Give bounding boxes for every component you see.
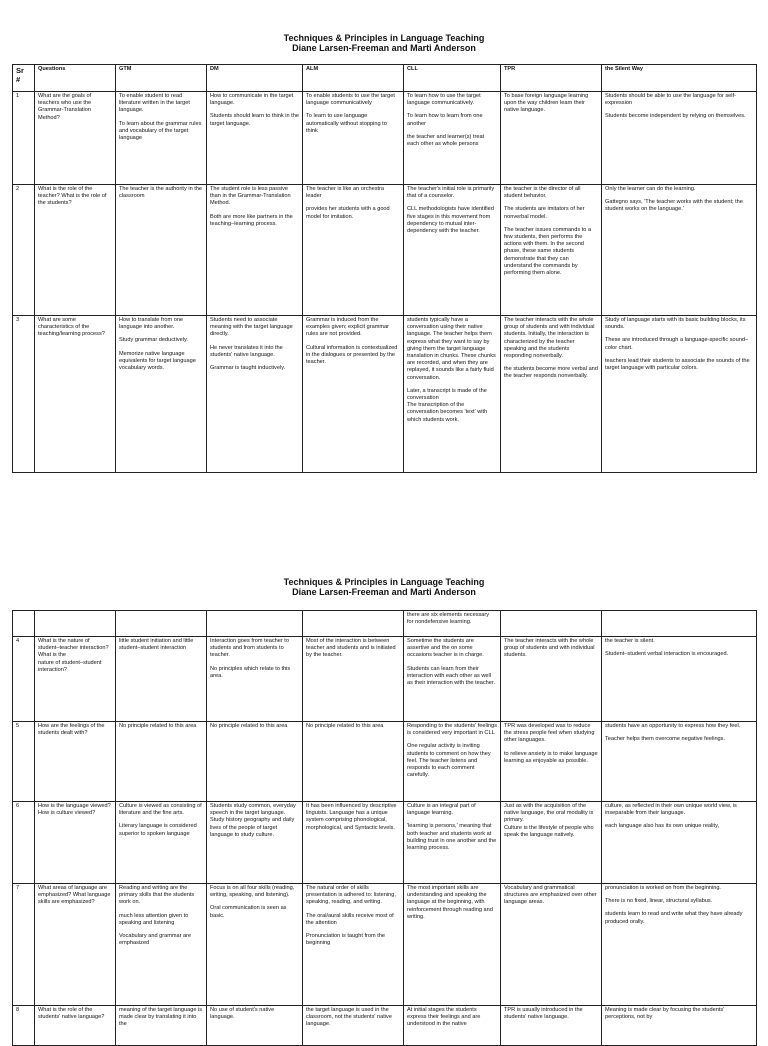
cell-text: No use of student's native language.	[210, 1007, 275, 1021]
cell-text: The teacher's initial role is primarily that of a counselor.	[407, 186, 495, 200]
method-cell	[404, 316, 501, 473]
row-number: 4	[13, 637, 35, 722]
cell-text: Students become independent by relying on themselves.	[605, 113, 746, 120]
method-cell	[303, 637, 404, 722]
cell-text: The teacher issues commands to a few students, then performs the actions with them. In the second phase, these same students demonstrate that they can understand the commands by performing them alone.	[504, 226, 592, 277]
method-cell	[303, 92, 404, 185]
cell-text: To base foreign language learning upon the way children learn their native language.	[504, 93, 589, 114]
table-row	[13, 316, 757, 473]
method-cell	[501, 1006, 602, 1046]
method-cell	[303, 611, 404, 637]
cell-text: CLL methodologists have identified five stages in this movement from dependency to mutual inter-dependency with the teacher.	[407, 206, 494, 235]
method-cell	[303, 185, 404, 316]
method-cell	[602, 802, 757, 884]
row-number: 6	[13, 802, 35, 884]
page-2	[0, 570, 768, 1028]
cell-text: there are six elements necessary for nondefensive learning.	[407, 612, 490, 626]
cell-text: What are the goals of teachers who use the Grammar-Translation Method?	[38, 93, 92, 121]
cell-text: Grammar is taught inductively.	[210, 365, 286, 372]
row-number: 1	[13, 92, 35, 185]
cell-text: How to communicate in the target language.	[210, 93, 294, 107]
method-cell	[116, 92, 207, 185]
cell-text: the teacher is silent.	[605, 638, 655, 644]
method-cell	[501, 92, 602, 185]
method-cell	[602, 1006, 757, 1046]
cell-text: teachers lead their students to associate the sounds of the target language with particular colors.	[605, 357, 750, 372]
method-cell	[404, 884, 501, 1006]
method-cell	[404, 722, 501, 802]
method-cell	[602, 611, 757, 637]
cell-text: provides her students with a good model for imitation.	[306, 206, 390, 220]
method-cell	[116, 884, 207, 1006]
method-cell	[602, 884, 757, 1006]
method-cell	[303, 722, 404, 802]
cell-text: To learn how to use the target language communicatively.	[407, 93, 481, 107]
cell-text: Sometime the students are assertive and the on some occasions teacher is in charge.	[407, 638, 484, 659]
method-cell	[501, 802, 602, 884]
method-cell	[207, 884, 303, 1006]
row-number: 3	[13, 316, 35, 473]
method-cell	[602, 316, 757, 473]
method-cell	[207, 611, 303, 637]
cell-text: The teacher is like an orchestra leader	[306, 186, 385, 200]
table-row	[13, 185, 757, 316]
cell-text: Meaning is made clear by focusing the students' perceptions, not by	[605, 1007, 725, 1021]
comparison-table-page-2	[12, 610, 757, 1046]
cell-text: pronunciation is worked on from the beginning.	[605, 885, 721, 891]
cell-text: To enable student to read literature written in the target language.	[119, 93, 190, 114]
cell-text: Most of the interaction is between teacher and students and is initiated by the teacher.	[306, 638, 396, 659]
method-cell	[501, 637, 602, 722]
cell-text: What are some characteristics of the teaching/learning process?	[38, 317, 105, 338]
question-cell	[35, 637, 116, 722]
table-row	[13, 637, 757, 722]
cell-text: Vocabulary and grammatical structures are emphasized over other language areas.	[504, 885, 597, 906]
cell-text: Responding to the students' feelings is considered very important in CLL	[407, 723, 498, 737]
cell-text: each language also has its own unique reality,	[605, 823, 720, 830]
table-row	[13, 1006, 757, 1046]
cell-text: Literary language is considered superior to spoken language	[119, 823, 197, 837]
method-cell	[501, 185, 602, 316]
cell-text: The most important skills are understanding and speaking the language at the beginning, with reinforcement through reading and writing.	[407, 885, 493, 920]
method-cell	[303, 802, 404, 884]
row-number	[13, 611, 35, 637]
cell-text: students learn to read and write what they have already produced orally.	[605, 911, 743, 925]
cell-text: Pronunciation is taught from the beginning	[306, 933, 385, 947]
method-cell	[116, 722, 207, 802]
method-cell	[602, 637, 757, 722]
method-cell	[303, 884, 404, 1006]
document-title-repeat: Techniques & Principles in Language Teaching	[283, 577, 485, 587]
method-cell	[404, 1006, 501, 1046]
column-header-dm: DM	[207, 65, 303, 92]
document-authors: Diane Larsen-Freeman and Marti Anderson	[292, 43, 476, 53]
table-row	[13, 884, 757, 1006]
cell-text: How are the feelings of the students dealt with?	[38, 723, 105, 737]
method-cell	[207, 185, 303, 316]
cell-text: Students should learn to think in the target language.	[210, 113, 299, 127]
method-cell	[404, 637, 501, 722]
cell-text: These are introduced through a language-specific sound–color chart.	[605, 337, 749, 351]
cell-text: No principles which relate to this area.	[210, 665, 291, 679]
column-header-sr: Sr #	[13, 65, 35, 92]
method-cell	[116, 611, 207, 637]
document-authors-repeat: Diane Larsen-Freeman and Marti Anderson	[292, 587, 476, 597]
row-number: 8	[13, 1006, 35, 1046]
method-cell	[116, 1006, 207, 1046]
row-number: 7	[13, 884, 35, 1006]
column-header-cll: CLL	[404, 65, 501, 92]
method-cell	[501, 884, 602, 1006]
cell-text: One regular activity is inviting students to comment on how they feel. The teacher listens and responds to each comment carefully.	[407, 743, 491, 779]
cell-text: Gattegno says, 'The teacher works with the student; the student works on the language.'	[605, 199, 743, 213]
question-cell	[35, 185, 116, 316]
document-title: Techniques & Principles in Language Teaching	[283, 33, 485, 43]
method-cell	[116, 637, 207, 722]
method-cell	[501, 316, 602, 473]
method-cell	[207, 802, 303, 884]
method-cell	[303, 1006, 404, 1046]
cell-text: It has been influenced by descriptive linguists. Language has a unique system comprising phonological, morphological, and Syntactic levels.	[306, 803, 397, 831]
column-header-alm: ALM	[303, 65, 404, 92]
cell-text: The student role is less passive than in the Grammar-Translation Method.	[210, 186, 291, 207]
method-cell	[501, 722, 602, 802]
page-2-header	[0, 577, 768, 597]
cell-text: The teacher interacts with the whole group of students and with individual students.	[504, 638, 595, 659]
table-row	[13, 722, 757, 802]
question-cell	[35, 884, 116, 1006]
cell-text: TPR was developed was to reduce the stress people feel when studying other languages.	[504, 723, 595, 744]
cell-text: What is the role of the students' native language?	[38, 1007, 105, 1021]
cell-text: He never translates it into the students' native language.	[210, 344, 283, 358]
cell-text: much less attention given to speaking and listening	[119, 912, 189, 926]
method-cell	[207, 92, 303, 185]
cell-text: Reading and writing are the primary skills that the students work on.	[119, 885, 195, 906]
question-cell	[35, 722, 116, 802]
cell-text: Oral communication is seen as basic.	[210, 905, 287, 919]
cell-text: Interaction goes from teacher to students and from students to teacher.	[210, 638, 289, 659]
method-cell	[207, 722, 303, 802]
cell-text: The students are imitators of her nonverbal model.	[504, 206, 585, 220]
cell-text: What areas of language are emphasized? What language skills are emphasized?	[38, 885, 111, 906]
table-header-row	[13, 65, 757, 92]
cell-text: meaning of the target language is made clear by translating it into the	[119, 1007, 203, 1028]
cell-text: the target language is used in the classroom, not the students' native language.	[306, 1007, 392, 1028]
column-header-tpr: TPR	[501, 65, 602, 92]
cell-text: No principle related to this area	[210, 723, 288, 729]
cell-text: little student initiation and little student–student interaction	[119, 638, 194, 652]
column-header-questions: Questions	[35, 65, 116, 92]
cell-text: Study of language starts with its basic building blocks, its sounds.	[605, 317, 746, 331]
cell-text: Students should be able to use the language for self-expression	[605, 93, 736, 107]
cell-text: What is the role of the teacher? What is the role of the students?	[38, 186, 107, 207]
cell-text: The teacher is the authority in the classroom	[119, 186, 203, 200]
cell-text: culture, as reflected in their own unique world view, is inseparable from their language.	[605, 803, 737, 817]
method-cell	[602, 722, 757, 802]
question-cell	[35, 1006, 116, 1046]
method-cell	[207, 316, 303, 473]
cell-text: Vocabulary and grammar are emphasized	[119, 933, 192, 947]
method-cell	[116, 802, 207, 884]
cell-text: Grammar is induced from the examples given; explicit grammar rules are not provided.	[306, 317, 390, 338]
cell-text: The oral/aural skills receive most of the attention	[306, 912, 394, 926]
cell-text: Just as with the acquisition of the native language, the oral modality is primary. Culture is the lifestyle of people who speak the language natively.	[504, 803, 594, 838]
method-cell	[116, 185, 207, 316]
row-number: 2	[13, 185, 35, 316]
cell-text: the teacher is the director of all student behavior.	[504, 186, 581, 200]
cell-text: How to translate from one language into another.	[119, 317, 184, 331]
cell-text: Focus is on all four skills (reading, writing, speaking, and listening).	[210, 885, 295, 899]
comparison-table-page-1	[12, 64, 757, 473]
cell-text: the teacher and learner(s) treat each other as whole persons	[407, 133, 485, 148]
method-cell	[404, 92, 501, 185]
cell-text: What is the nature of student–teacher interaction? What is the nature of student–student interaction?	[38, 638, 109, 673]
page-1-header	[0, 33, 768, 53]
cell-text: students typically have a conversation using their native language. The teacher helps them express what they want to say by giving them the target language translation in chunks. These chunks are recorded, and when they are replayed, it sounds like a fairly fluid conversation.	[407, 317, 496, 381]
column-header-silent-way: the Silent Way	[602, 65, 757, 92]
cell-text: Both are more like partners in the teaching–learning process.	[210, 213, 293, 227]
cell-text: the students become more verbal and the teacher responds nonverbally.	[504, 366, 598, 380]
cell-text: 'learning is persons,' meaning that both teacher and students work at building trust in one another and the learning process.	[407, 823, 497, 852]
cell-text: Teacher helps them overcome negative feelings.	[605, 736, 726, 743]
cell-text: Study grammar deductively.	[119, 337, 188, 344]
page-1	[0, 0, 768, 480]
cell-text: The natural order of skills presentation is adhered to: listening, speaking, reading, and writing.	[306, 885, 396, 906]
table-row	[13, 92, 757, 185]
cell-text: To enable students to use the target language communicatively	[306, 93, 395, 107]
cell-text: To learn to use language automatically without stopping to think	[306, 113, 387, 134]
question-cell	[35, 92, 116, 185]
row-number: 5	[13, 722, 35, 802]
cell-text: Culture is viewed as consisting of literature and the fine arts.	[119, 803, 202, 817]
method-cell	[207, 637, 303, 722]
method-cell	[602, 92, 757, 185]
method-cell	[207, 1006, 303, 1046]
cell-text: TPR is usually introduced in the students' native language.	[504, 1007, 583, 1021]
method-cell	[303, 316, 404, 473]
page-gap	[0, 480, 768, 570]
method-cell	[116, 316, 207, 473]
question-cell	[35, 611, 116, 637]
cell-text: Students study common, everyday speech in the target language. Study history geography and daily lives of the people of target language to study culture.	[210, 803, 296, 838]
column-header-gtm: GTM	[116, 65, 207, 92]
method-cell	[404, 802, 501, 884]
cell-text: To learn about the grammar rules and vocabulary of the target language	[119, 120, 202, 142]
cell-text: Students can learn from their interaction with each other as well as their interaction with the teacher.	[407, 665, 495, 687]
question-cell	[35, 802, 116, 884]
cell-text: Only the learner can do the learning.	[605, 186, 696, 192]
cell-text: Cultural information is contextualized in the dialogues or presented by the teacher.	[306, 344, 398, 366]
method-cell	[501, 611, 602, 637]
table-row	[13, 611, 757, 637]
cell-text: How is the language viewed? How is culture viewed?	[38, 803, 111, 817]
cell-text: Culture is an integral part of language learning.	[407, 803, 476, 817]
cell-text: Students need to associate meaning with the target language directly.	[210, 317, 293, 338]
cell-text: The teacher interacts with the whole group of students and with individual students. Initially, the interaction is characterized by the teacher speaking and the students responding nonverbally.	[504, 317, 595, 360]
question-cell	[35, 316, 116, 473]
cell-text: students have an opportunity to express how they feel.	[605, 723, 741, 729]
cell-text: To learn how to learn from one another	[407, 113, 483, 127]
method-cell	[404, 611, 501, 637]
cell-text: No principle related to this area	[306, 723, 384, 729]
cell-text: At initial stages the students express their feelings and are understood in the native	[407, 1007, 481, 1028]
cell-text: No principle related to this area	[119, 723, 197, 729]
method-cell	[602, 185, 757, 316]
cell-text: Later, a transcript is made of the conversation The transcription of the conversation becomes 'text' with which students work.	[407, 387, 488, 423]
cell-text: Student–student verbal interaction is encouraged.	[605, 651, 729, 658]
cell-text: There is no fixed, linear, structural syllabus.	[605, 898, 713, 905]
cell-text: to relieve anxiety is to make language learning as enjoyable as possible.	[504, 750, 598, 764]
method-cell	[404, 185, 501, 316]
table-row	[13, 802, 757, 884]
cell-text: Memorize native language equivalents for target language vocabulary words.	[119, 350, 196, 372]
